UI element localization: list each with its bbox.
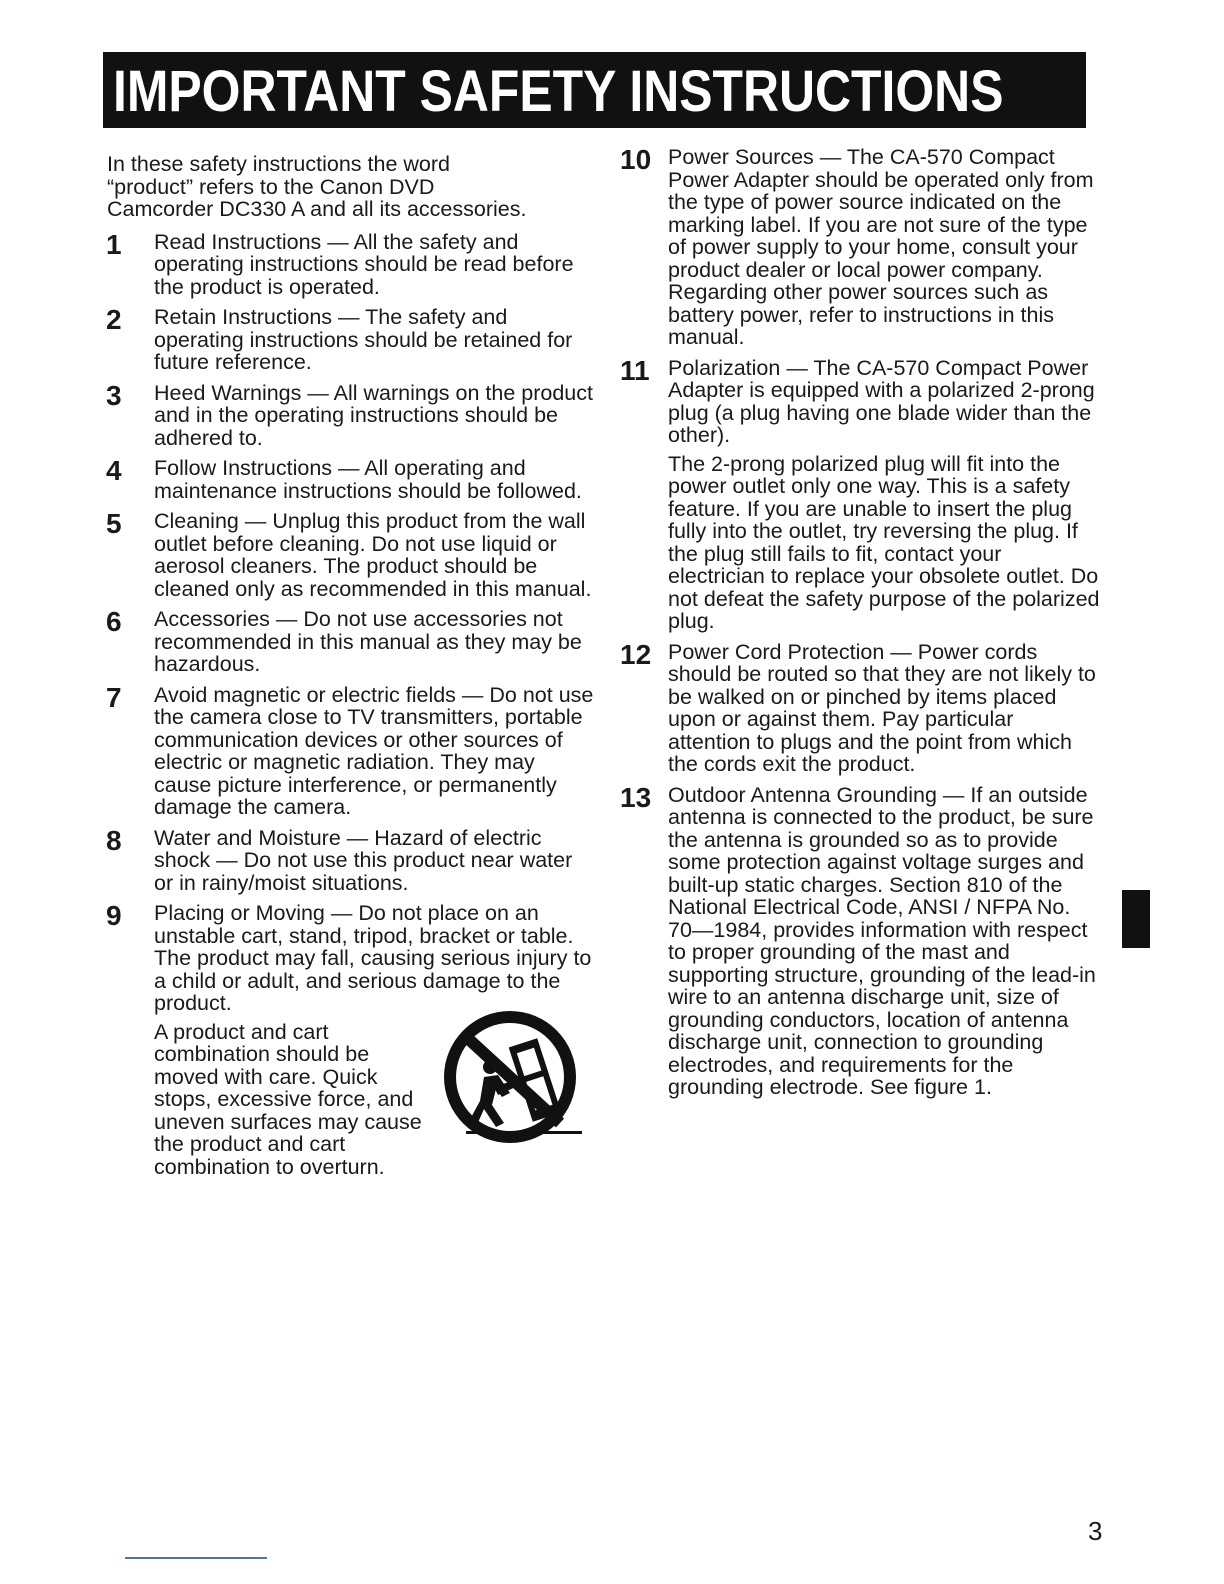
instruction-item [106,824,596,895]
item-number: 12 [620,638,652,670]
item-text: Read Instructions — All the safety and operating instructions should be read before the product is operated. [154,229,574,299]
item-text: Avoid magnetic or electric fields — Do not use the camera close to TV transmitters, portable communication devices or other sources of electric or magnetic radiation. They may cause picture interference, or permanently damage the camera. [154,682,594,819]
instruction-item [106,379,596,450]
item-text: Cleaning — Unplug this product from the wall outlet before cleaning. Do not use liquid or aerosol cleaners. The product should be cleaned only as recommended in this manual. [154,509,592,601]
intro-line: In these safety instructions the word [107,152,450,176]
cart-caution-block [154,1021,596,1179]
intro-line: “product” refers to the Canon DVD [107,174,435,199]
instruction-item [106,228,596,299]
instruction-item [106,457,596,502]
instruction-item [106,681,596,819]
item-number: 6 [106,606,122,637]
intro-paragraph [106,153,596,221]
item-number: 8 [106,824,122,856]
instruction-item [620,638,1100,776]
instruction-item [106,902,596,1178]
instruction-item [106,306,596,374]
instruction-item [620,781,1100,1099]
item-number: 2 [106,304,122,335]
item-number: 13 [620,781,652,813]
item-number: 7 [106,681,122,713]
page-number: 3 [1088,1516,1103,1546]
item-text: Outdoor Antenna Grounding — If an outside antenna is connected to the product, be sure the antenna is grounded so as to provide some protection against voltage surges and built-up static charges. Section 810 of the National Electrical Code, ANSI / NFPA No. 70—1984, provides information with respect to proper grounding of the mast and supporting structure, grounding of the lead-in wire to an antenna discharge unit, size of grounding conductors, location of antenna discharge unit, connection to grounding electrodes, and requirements for the grounding electrode. See figure 1. [668,782,1096,1099]
item-number: 9 [106,900,122,931]
footer-rule [125,1557,267,1559]
item-text: Accessories — Do not use accessories not recommended in this manual as they may be hazardous. [154,607,582,676]
page-title: IMPORTANT SAFETY INSTRUCTIONS [113,59,1004,124]
right-column [620,146,1100,1107]
item-text: Retain Instructions — The safety and operating instructions should be retained for future reference. [154,305,573,374]
instruction-item [106,608,596,676]
item-text: Power Sources — The CA-570 Compact Power Adapter should be operated only from the type of power source indicated on the marking label. If you are not sure of the type of power supply to your home, consult your product dealer or local power company. Regarding other power sources such as battery power, refer to instructions in this manual. [668,145,1094,349]
item-number: 1 [106,228,122,260]
left-column [106,153,596,1186]
item-text: Follow Instructions — All operating and maintenance instructions should be followed. [154,456,582,503]
instruction-item [620,354,1100,633]
item-number: 4 [106,455,122,486]
item-number: 5 [106,508,122,539]
section-tab-marker [1122,890,1150,948]
instruction-item [620,146,1100,349]
intro-line: Camcorder DC330 A and all its accessories. [107,197,527,221]
item-text: Water and Moisture — Hazard of electric shock — Do not use this product near water or in rainy/moist situations. [154,825,573,895]
item-text: Heed Warnings — All warnings on the product and in the operating instructions should be adhered to. [154,380,593,450]
cart-tipover-warning-icon [432,1005,582,1155]
instruction-item [106,510,596,600]
item-extra-text: A product and cart combination should be moved with care. Quick stops, excessive force, and uneven surfaces may cause the product and cart combination to overturn. [154,1019,422,1179]
item-text: Placing or Moving — Do not place on an unstable cart, stand, tripod, bracket or table. The product may fall, causing serious injury to a child or adult, and serious damage to the product. [154,901,592,1015]
item-number: 10 [620,144,652,175]
item-extra-text: The 2-prong polarized plug will fit into the power outlet only one way. This is a safety feature. If you are unable to insert the plug fully into the outlet, try reversing the plug. If the plug still fails to fit, contact your electrician to replace your obsolete outlet. Do not defeat the safety purpose of the polarized plug. [668,451,1100,633]
item-number: 3 [106,379,122,411]
item-text: Power Cord Protection — Power cords should be routed so that they are not likely to be walked on or pinched by items placed upon or against them. Pay particular attention to plugs and the point from which the cords exit the product. [668,639,1096,776]
item-number: 11 [620,354,650,386]
item-text: Polarization — The CA-570 Compact Power Adapter is equipped with a polarized 2-prong plug (a plug having one blade wider than the other). [668,355,1095,447]
